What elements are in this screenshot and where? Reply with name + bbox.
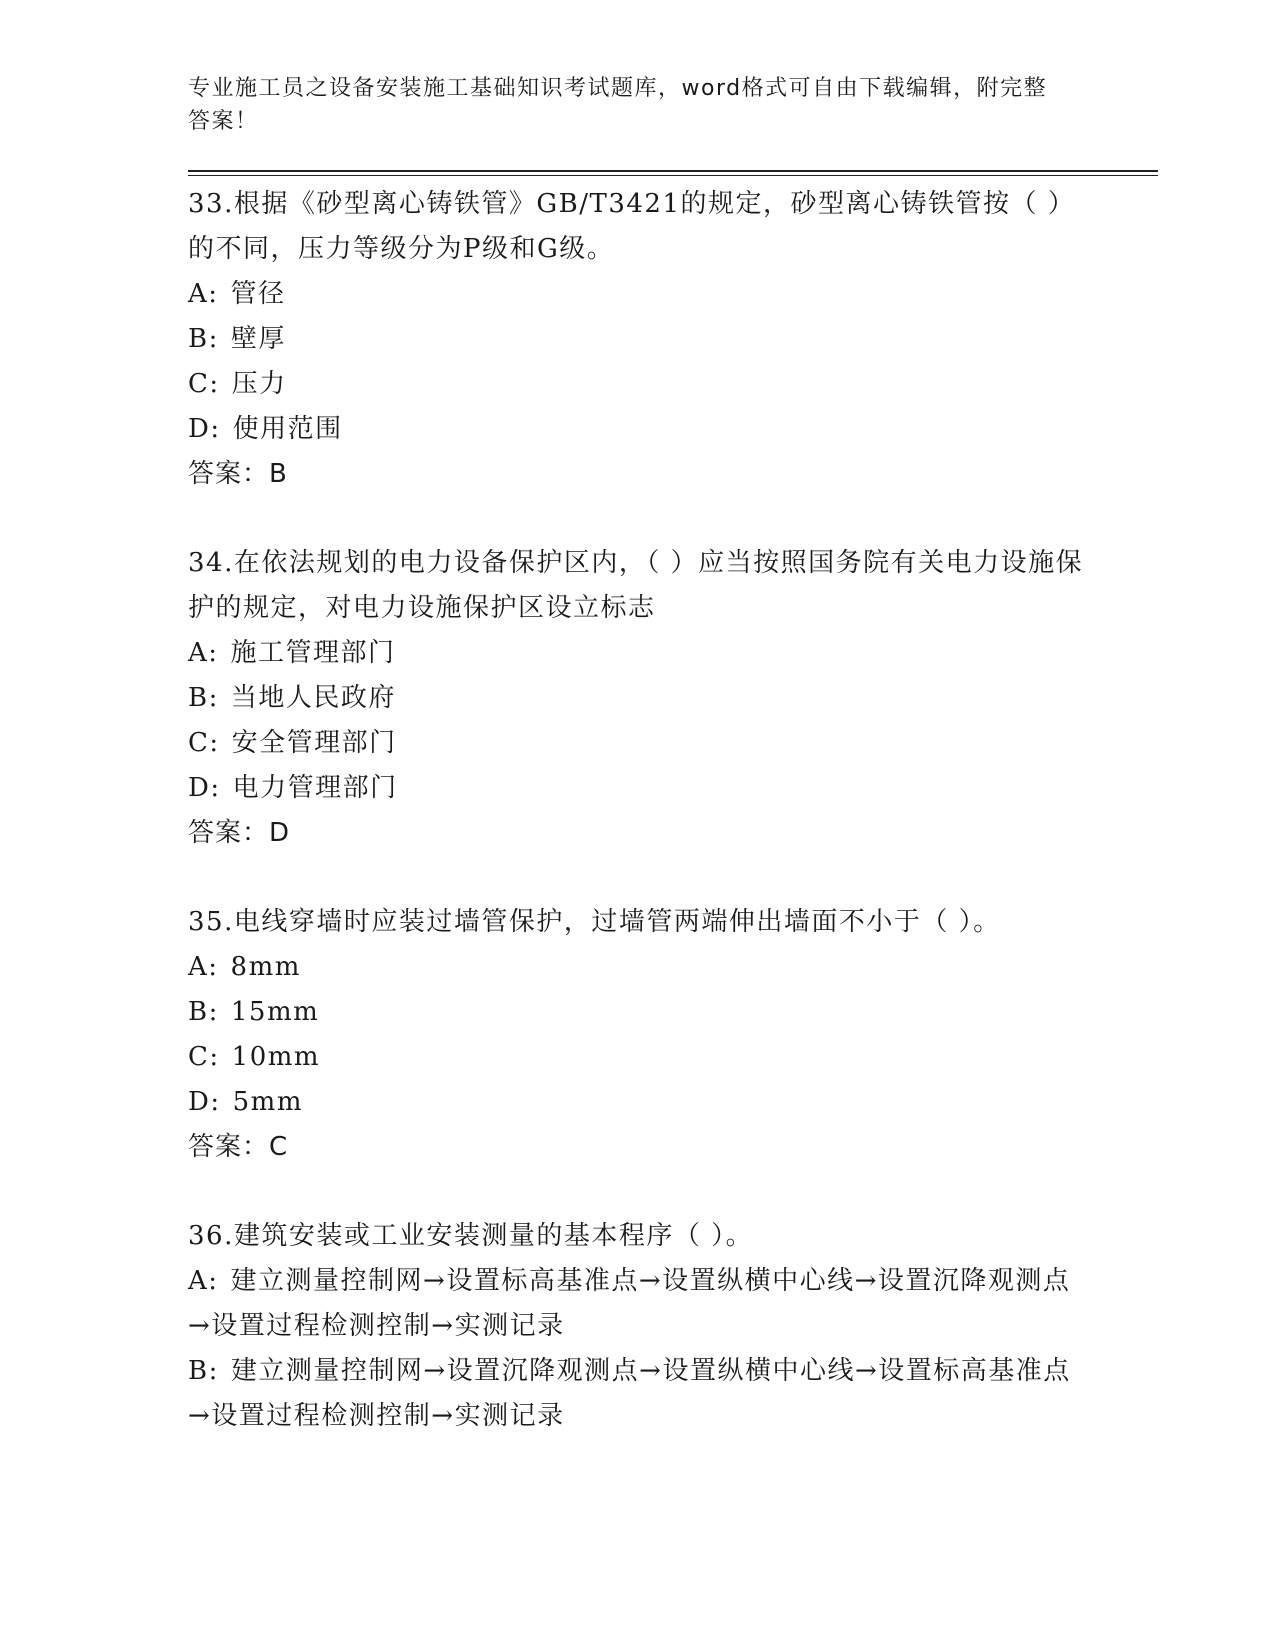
question-34: [188, 541, 1158, 856]
question-35: [188, 900, 1158, 1170]
document-page: [188, 72, 1158, 1483]
option-d: D: 5mm: [188, 1087, 303, 1117]
question-list: [188, 182, 1158, 1439]
question-text: 35.电线穿墙时应装过墙管保护，过墙管两端伸出墙面不小于（ ）。: [188, 907, 1001, 937]
question-text: 33.根据《砂型离心铸铁管》GB/T3421的规定，砂型离心铸铁管按（ ）的不同，压力等级分为P级和G级。: [188, 189, 1076, 264]
option-a: A: 8mm: [188, 952, 301, 982]
option-c: C: 压力: [188, 369, 287, 399]
question-36: [188, 1214, 1158, 1439]
answer-label: 答案：D: [188, 818, 291, 848]
header-divider: [188, 170, 1158, 176]
answer-label: 答案：C: [188, 1132, 289, 1162]
answer-label: 答案：B: [188, 459, 288, 489]
option-b: B: 壁厚: [188, 324, 286, 354]
option-d: D: 电力管理部门: [188, 773, 398, 803]
option-b: B: 当地人民政府: [188, 683, 396, 713]
question-33: [188, 182, 1158, 497]
question-text: 34.在依法规划的电力设备保护区内，（ ）应当按照国务院有关电力设施保护的规定，对电力设施保护区设立标志: [188, 548, 1084, 623]
option-b: B: 15mm: [188, 997, 320, 1027]
option-b: B: 建立测量控制网→设置沉降观测点→设置纵横中心线→设置标高基准点→设置过程检测控制→实测记录: [188, 1356, 1071, 1431]
option-a: A: 管径: [188, 279, 286, 309]
option-c: C: 10mm: [188, 1042, 321, 1072]
option-a: A: 施工管理部门: [188, 638, 396, 668]
option-c: C: 安全管理部门: [188, 728, 397, 758]
option-d: D: 使用范围: [188, 414, 343, 444]
document-header: 专业施工员之设备安装施工基础知识考试题库，word格式可自由下载编辑，附完整答案！: [188, 76, 1048, 134]
option-a: A: 建立测量控制网→设置标高基准点→设置纵横中心线→设置沉降观测点→设置过程检测控制→实测记录: [188, 1266, 1071, 1341]
question-text: 36.建筑安装或工业安装测量的基本程序（ ）。: [188, 1221, 754, 1251]
